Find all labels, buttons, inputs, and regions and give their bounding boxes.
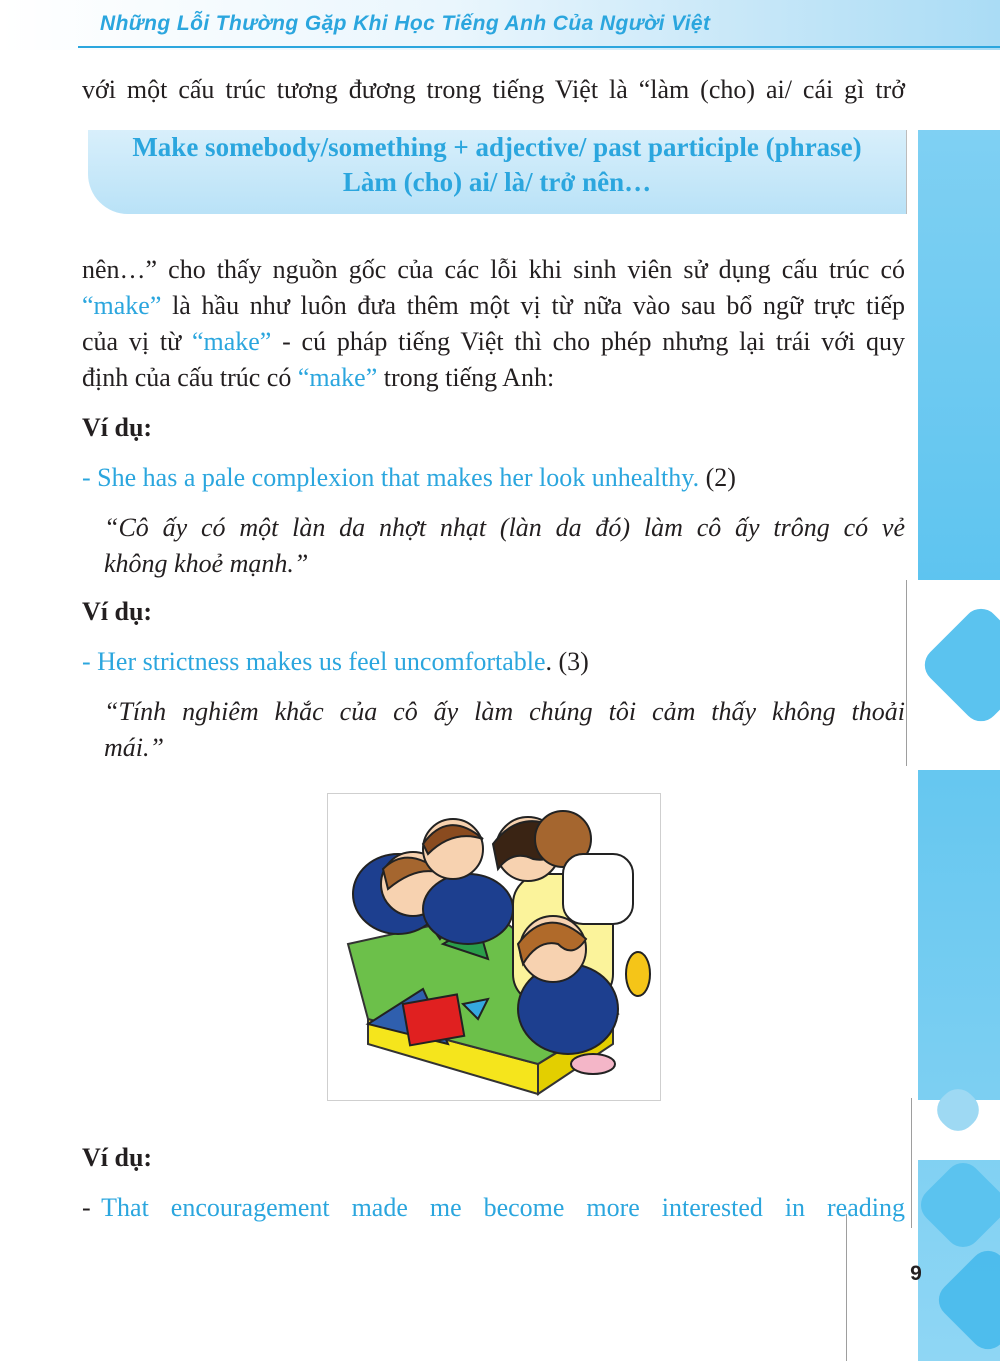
example-dash: - — [82, 1193, 98, 1222]
red-paper — [403, 994, 464, 1045]
child-foot — [571, 1054, 615, 1074]
example-number: (2) — [699, 463, 736, 492]
paragraph-line-4 — [82, 360, 905, 396]
callout-line-vietnamese: Làm (cho) ai/ là/ trở nên… — [342, 167, 652, 197]
children-playing-origami-illustration — [328, 794, 660, 1100]
example-english: - She has a pale complexion that makes her look unhealthy. — [82, 463, 700, 492]
margin-rule — [911, 1098, 912, 1228]
diamond-shape — [931, 1243, 1000, 1356]
child-body — [563, 854, 633, 924]
example-english: - Her strictness makes us feel uncomfortable — [82, 647, 546, 676]
intro-line: với một cấu trúc tương đương trong tiếng Việt là “làm (cho) ai/ cái gì trở — [82, 75, 905, 104]
running-header-title: Những Lỗi Thường Gặp Khi Học Tiếng Anh Của Người Việt — [100, 12, 711, 35]
paragraph-text: định của cấu trúc có — [82, 363, 298, 392]
margin-rule — [906, 580, 907, 766]
example-translation-line-2: không khoẻ mạnh.” — [104, 549, 309, 578]
paragraph-text: là hầu như luôn đưa thêm một vị từ nữa vào sau bổ ngữ trực tiếp — [161, 291, 905, 320]
paragraph-line-3 — [82, 324, 905, 360]
example-label: Ví dụ: — [82, 413, 153, 442]
example-translation-line-1: “Tính nghiêm khắc của cô ấy làm chúng tôi cảm thấy không thoải — [104, 697, 905, 726]
diamond-shape — [918, 1156, 1000, 1255]
paragraph-line-2 — [82, 288, 905, 324]
paragraph-text: - cú pháp tiếng Việt thì cho phép nhưng lại trái với quy — [271, 327, 906, 356]
keyword-make: “make” — [82, 291, 162, 320]
example-number: . (3) — [545, 647, 589, 676]
example-translation-line-1: “Cô ấy có một làn da nhợt nhạt (làn da đó) làm cô ấy trông có vẻ — [104, 513, 905, 542]
example-sentence — [82, 1190, 905, 1226]
child-foot — [626, 952, 650, 996]
decorative-sidebar — [918, 130, 1000, 1361]
example-sentence — [82, 460, 905, 496]
callout-line-english: Make somebody/something + adjective/ past participle (phrase) — [132, 132, 862, 162]
paragraph-line-1: nên…” cho thấy nguồn gốc của các lỗi khi sinh viên sử dụng cấu trúc có — [82, 255, 905, 284]
example-sentence — [82, 644, 905, 680]
structure-callout — [88, 130, 907, 214]
header-rule — [78, 46, 1000, 48]
example-english: That encouragement made me become more interested in reading — [101, 1193, 905, 1222]
example-label: Ví dụ: — [82, 597, 153, 626]
margin-rule — [846, 1214, 847, 1361]
page-number: 9 — [910, 1262, 922, 1285]
children-illustration — [327, 793, 661, 1101]
child-body — [423, 874, 513, 944]
example-translation-line-2: mái.” — [104, 733, 164, 762]
example-label: Ví dụ: — [82, 1143, 153, 1172]
paragraph-text: của vị từ — [82, 327, 192, 356]
keyword-make: “make” — [297, 363, 378, 392]
paragraph-text: trong tiếng Anh: — [377, 363, 555, 392]
keyword-make: “make” — [191, 327, 272, 356]
